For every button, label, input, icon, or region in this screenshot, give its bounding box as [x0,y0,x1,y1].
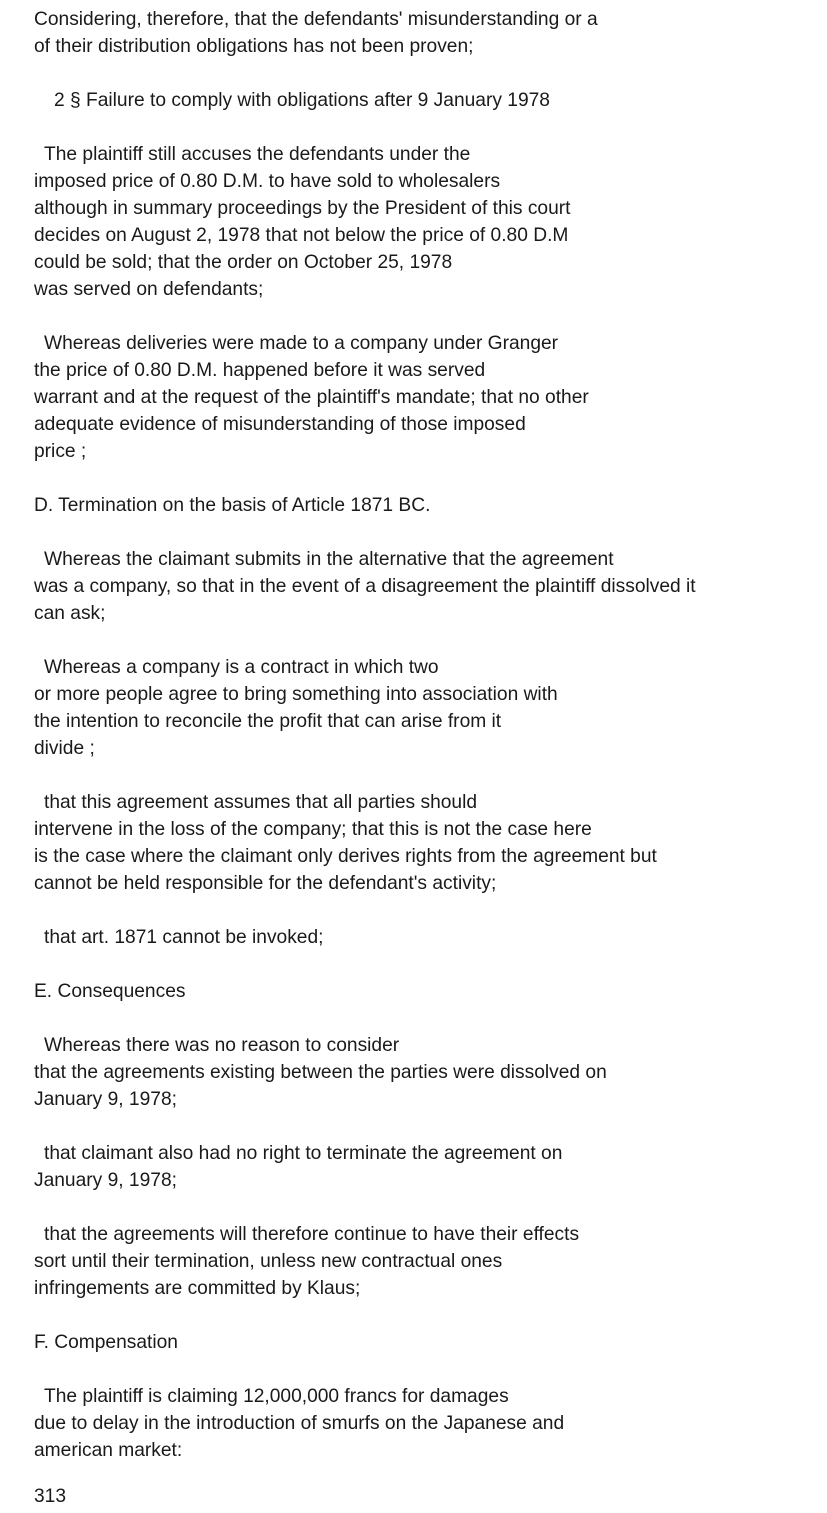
paragraph-start: The plaintiff is claiming 12,000,000 francs for damages [44,1386,509,1407]
text-line: warrant and at the request of the plaintiff's mandate; that no other [34,387,589,408]
text-line: imposed price of 0.80 D.M. to have sold to wholesalers [34,171,501,192]
text-line: that the agreements existing between the parties were dissolved on [34,1062,607,1083]
section-heading: 2 § Failure to comply with obligations after 9 January 1978 [54,90,550,111]
section-heading: E. Consequences [34,981,186,1002]
text-line: January 9, 1978; [34,1170,177,1191]
text-line: can ask; [34,603,106,624]
page-number: 313 [34,1486,67,1507]
paragraph-start: that the agreements will therefore continue to have their effects [44,1224,580,1245]
text-line: was a company, so that in the event of a disagreement the plaintiff dissolved it [34,576,696,597]
text-line: cannot be held responsible for the defendant's activity; [34,873,497,894]
text-line: was served on defendants; [34,279,264,300]
text-line: Considering, therefore, that the defendants' misunderstanding or a [34,9,598,30]
text-line: adequate evidence of misunderstanding of those imposed [34,414,526,435]
paragraph-start: Whereas a company is a contract in which two [44,657,439,678]
text-line: January 9, 1978; [34,1089,177,1110]
text-line: of their distribution obligations has not been proven; [34,36,474,57]
text-line: decides on August 2, 1978 that not below the price of 0.80 D.M [34,225,569,246]
section-heading: D. Termination on the basis of Article 1871 BC. [34,495,431,516]
text-line: divide ; [34,738,95,759]
text-line: sort until their termination, unless new contractual ones [34,1251,503,1272]
paragraph-start: Whereas there was no reason to consider [44,1035,400,1056]
text-line: infringements are committed by Klaus; [34,1278,361,1299]
text-line: the price of 0.80 D.M. happened before it was served [34,360,486,381]
paragraph-start: that art. 1871 cannot be invoked; [44,927,324,948]
text-line: the intention to reconcile the profit that can arise from it [34,711,502,732]
text-line: american market: [34,1440,183,1461]
document-page [34,6,814,1464]
text-line: due to delay in the introduction of smurfs on the Japanese and [34,1413,565,1434]
paragraph-start: Whereas deliveries were made to a company under Granger [44,333,559,354]
text-line: could be sold; that the order on October 25, 1978 [34,252,453,273]
text-line: price ; [34,441,87,462]
text-line: or more people agree to bring something into association with [34,684,558,705]
text-line: is the case where the claimant only derives rights from the agreement but [34,846,657,867]
text-line: intervene in the loss of the company; that this is not the case here [34,819,592,840]
paragraph-start: that this agreement assumes that all parties should [44,792,478,813]
section-heading: F. Compensation [34,1332,178,1353]
paragraph-start: that claimant also had no right to terminate the agreement on [44,1143,563,1164]
paragraph-start: The plaintiff still accuses the defendants under the [44,144,471,165]
paragraph-start: Whereas the claimant submits in the alternative that the agreement [44,549,614,570]
text-line: although in summary proceedings by the President of this court [34,198,571,219]
